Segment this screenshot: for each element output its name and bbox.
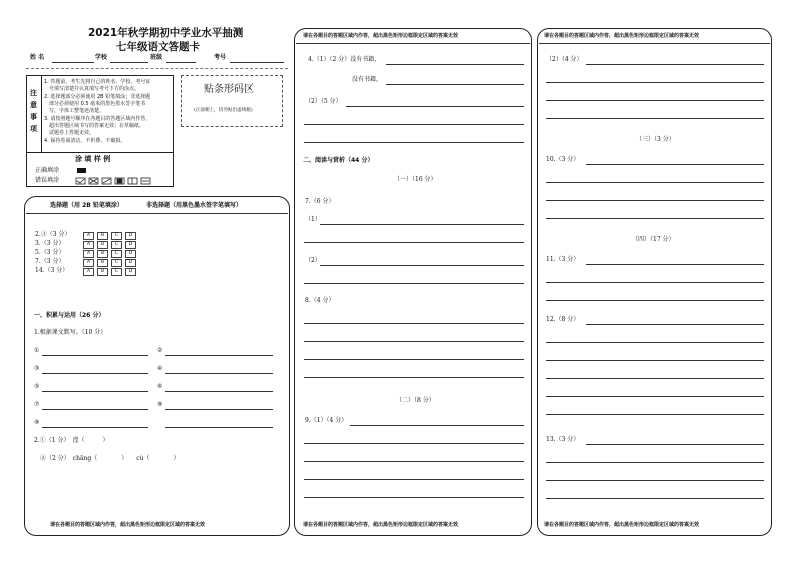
exam-title: 2021年秋学期初中学业水平抽测: [88, 27, 244, 39]
blank-number: ⑦: [34, 401, 40, 408]
notice-item: 号填写清楚并认真填写考号下方的涂点。: [49, 86, 140, 92]
tab-choice: 选择题（用 2B 铅笔填涂）: [50, 202, 123, 209]
choice-row-label: 14.（3 分）: [35, 267, 69, 274]
answer-line[interactable]: [350, 425, 524, 426]
name-field-label: 姓 名: [30, 54, 45, 61]
option-d[interactable]: D: [125, 232, 136, 240]
part-3-title: （三）（3 分）: [636, 136, 675, 143]
notice-item: 试题卷上答题无效。: [49, 130, 95, 136]
tab-nonchoice: 非选择题（用黑色墨水签字笔填写）: [146, 202, 243, 209]
option-c[interactable]: C: [111, 232, 122, 240]
option-c[interactable]: C: [111, 268, 122, 276]
option-c[interactable]: C: [111, 250, 122, 258]
choice-options[interactable]: [83, 268, 136, 276]
correct-fill-label: 正确填涂: [35, 167, 60, 174]
answer-line[interactable]: [546, 182, 764, 183]
answer-line[interactable]: [320, 265, 524, 266]
option-b[interactable]: B: [97, 268, 108, 276]
choice-options[interactable]: [83, 259, 136, 267]
column-2-footer: 请在各题目的答题区域内作答，超出黑色矩形边框限定区域的答案无效: [303, 522, 459, 528]
barcode-note: (正面朝上，切勿贴出虚线框): [194, 108, 253, 113]
answer-line[interactable]: [304, 142, 524, 143]
option-d[interactable]: D: [125, 259, 136, 267]
option-d[interactable]: D: [125, 241, 136, 249]
answer-line[interactable]: [546, 342, 764, 343]
answer-line[interactable]: [346, 106, 524, 107]
answer-line[interactable]: [304, 124, 524, 125]
answer-line[interactable]: [546, 300, 764, 301]
choice-options[interactable]: [83, 250, 136, 258]
option-d[interactable]: D: [125, 268, 136, 276]
blank-number: ⑥: [157, 383, 163, 390]
answer-line[interactable]: [304, 359, 524, 360]
class-field-label: 班级: [150, 54, 163, 61]
option-a[interactable]: A: [83, 232, 94, 240]
answer-line[interactable]: [586, 324, 764, 325]
answer-line[interactable]: [586, 64, 764, 65]
question-11: 11.（3 分）: [546, 256, 580, 263]
answer-line[interactable]: [42, 373, 148, 374]
option-c[interactable]: C: [111, 259, 122, 267]
blank-number: ⑧: [157, 401, 163, 408]
answer-line[interactable]: [586, 444, 764, 445]
notice-item: 4. 保持卷面清洁，不折叠、不破损。: [44, 138, 126, 144]
part-2-title: （二）（8 分）: [396, 397, 435, 404]
answer-line[interactable]: [42, 391, 148, 392]
choice-row-label: 7.（3 分）: [35, 258, 65, 265]
answer-line[interactable]: [546, 480, 764, 481]
school-field-line[interactable]: [110, 62, 148, 63]
choice-row-label: 5.（3 分）: [35, 249, 65, 256]
option-b[interactable]: B: [97, 250, 108, 258]
option-a[interactable]: A: [83, 259, 94, 267]
answer-line[interactable]: [304, 283, 524, 284]
notice-item: 1. 答题前，考生先将自己的姓名、学校、考号证: [44, 79, 151, 85]
exam-subtitle: 七年级语文答题卡: [116, 41, 200, 53]
question-9-2: （2）（4 分）: [546, 56, 583, 63]
barcode-title: 贴条形码区: [204, 84, 254, 95]
header-divider: [26, 68, 288, 69]
notice-label-char: 事: [30, 113, 37, 121]
option-a[interactable]: A: [83, 268, 94, 276]
question-9-1: 9.（1）（4 分）: [305, 417, 348, 424]
answer-line[interactable]: [386, 84, 524, 85]
blank-number: ⑤: [34, 383, 40, 390]
part-4-title: （四）（17 分）: [632, 236, 675, 243]
notice-item: 部分必须使用 0.5 毫米的黑色墨水签字笔书: [49, 101, 146, 107]
question-1: 1.根据课文默写。（10 分）: [34, 329, 107, 336]
option-a[interactable]: A: [83, 250, 94, 258]
notice-label-cell: [27, 76, 42, 152]
option-b[interactable]: B: [97, 241, 108, 249]
answer-line[interactable]: [546, 414, 764, 415]
answer-line[interactable]: [304, 443, 524, 444]
answer-line[interactable]: [42, 355, 148, 356]
notice-box: [26, 75, 174, 187]
answer-line[interactable]: [304, 479, 524, 480]
notice-item: 3. 请按照题号顺序在各题目的答题区域内作答，: [44, 116, 151, 122]
column-3-footer: 请在各题目的答题区域内作答，超出黑色矩形边框限定区域的答案无效: [544, 522, 700, 528]
choice-row-label: 3.（3 分）: [35, 240, 65, 247]
answer-line[interactable]: [42, 427, 148, 428]
answer-line[interactable]: [546, 378, 764, 379]
answer-line[interactable]: [546, 462, 764, 463]
question-4-1: 4.（1）（2 分）没有书籍，: [308, 56, 381, 63]
question-7-2: （2）: [305, 257, 321, 264]
answer-line[interactable]: [304, 242, 524, 243]
question-7: 7.（6 分）: [305, 198, 335, 205]
choice-options[interactable]: [83, 232, 136, 240]
notice-label-char: 意: [30, 101, 37, 109]
notice-item: 写，字体工整笔迹清楚。: [49, 108, 105, 114]
answer-line[interactable]: [165, 427, 273, 428]
answer-line[interactable]: [546, 360, 764, 361]
blank-number: ①: [34, 347, 40, 354]
answer-line[interactable]: [304, 377, 524, 378]
class-field-line[interactable]: [166, 62, 196, 63]
column-2-header-divider: [296, 43, 530, 44]
answer-line[interactable]: [546, 282, 764, 283]
notice-item: 2. 选择题部分必须使用 2B 铅笔填涂；非选择题: [44, 94, 151, 100]
question-7-1: （1）: [305, 216, 321, 223]
question-4-2: （2）（5 分）: [305, 98, 342, 105]
answer-line[interactable]: [42, 409, 148, 410]
notice-item: 超出答题区域书写的答案无效；在草稿纸、: [49, 123, 145, 129]
answer-line[interactable]: [386, 64, 524, 65]
answer-line[interactable]: [546, 498, 764, 499]
answer-line[interactable]: [320, 224, 524, 225]
notice-divider: [27, 152, 173, 153]
notice-label-char: 注: [30, 89, 37, 97]
question-8: 8.（4 分）: [305, 297, 335, 304]
answer-line[interactable]: [546, 82, 764, 83]
column-2-header: 请在各题目的答题区域内作答，超出黑色矩形边框限定区域的答案无效: [303, 33, 459, 39]
answer-line[interactable]: [546, 118, 764, 119]
name-field-line[interactable]: [52, 62, 94, 63]
barcode-area: [181, 75, 283, 127]
answer-line[interactable]: [546, 396, 764, 397]
answer-line[interactable]: [304, 341, 524, 342]
option-b[interactable]: B: [97, 232, 108, 240]
answer-line[interactable]: [304, 497, 524, 498]
wrong-fill-label: 错误填涂: [35, 177, 60, 184]
choice-options[interactable]: [83, 241, 136, 249]
answer-line[interactable]: [586, 264, 764, 265]
choice-row-label: 2.③（3 分）: [35, 231, 71, 238]
correct-fill-sample-icon: [77, 168, 86, 173]
answer-line[interactable]: [304, 323, 524, 324]
option-c[interactable]: C: [111, 241, 122, 249]
option-d[interactable]: D: [125, 250, 136, 258]
id-field-line[interactable]: [230, 62, 284, 63]
column-1-footer: 请在各题目的答题区域内作答，超出黑色矩形边框限定区域的答案无效: [50, 522, 206, 528]
school-field-label: 学校: [95, 54, 108, 61]
notice-label-char: 项: [30, 125, 37, 133]
question-2a: 2.①（1 分） 滢（ ）: [34, 437, 109, 444]
option-a[interactable]: A: [83, 241, 94, 249]
section-2-title: 二、阅读与赏析（44 分）: [303, 157, 374, 164]
answer-line[interactable]: [304, 461, 524, 462]
blank-number: ⑨: [34, 419, 40, 426]
answer-line[interactable]: [165, 391, 273, 392]
id-field-label: 考号: [214, 54, 227, 61]
sample-title: 涂 填 样 例: [75, 155, 111, 163]
answer-line[interactable]: [165, 355, 273, 356]
question-2b: ②（2 分） chāng（ ） cù（ ）: [40, 455, 180, 462]
answer-line[interactable]: [546, 218, 764, 219]
answer-line[interactable]: [546, 100, 764, 101]
wrong-fill-samples-icon: [75, 177, 151, 185]
question-12: 12.（8 分）: [546, 316, 580, 323]
answer-line[interactable]: [165, 373, 273, 374]
question-4-1-cont: 没有书籍，: [352, 76, 383, 83]
column-3-header-divider: [539, 43, 770, 44]
tab-divider: [26, 213, 288, 214]
question-13: 13.（3 分）: [546, 436, 580, 443]
section-1-title: 一、积累与运用（26 分）: [34, 312, 105, 319]
part-1-title: （一）（16 分）: [394, 176, 437, 183]
blank-number: ④: [157, 365, 163, 372]
column-3-header: 请在各题目的答题区域内作答，超出黑色矩形边框限定区域的答案无效: [544, 33, 700, 39]
answer-line[interactable]: [165, 409, 273, 410]
blank-number: ③: [34, 365, 40, 372]
blank-number: ②: [157, 347, 163, 354]
option-b[interactable]: B: [97, 259, 108, 267]
answer-line[interactable]: [546, 200, 764, 201]
answer-line[interactable]: [586, 164, 764, 165]
question-10: 10.（3 分）: [546, 156, 580, 163]
